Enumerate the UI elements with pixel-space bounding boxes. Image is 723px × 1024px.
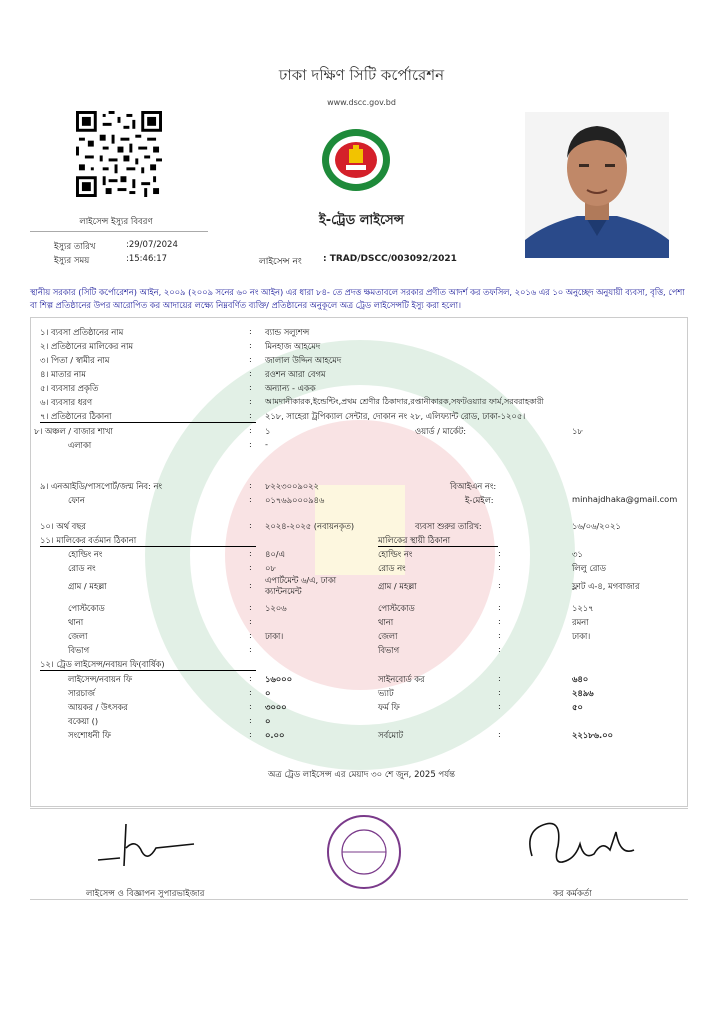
fiscal-year-value: ২০২৪-২০২৫ (নবায়নকৃত)	[265, 521, 355, 531]
email-value: minhajdhaka@gmail.com	[572, 494, 678, 504]
email-label: ই-মেইল:	[465, 495, 494, 505]
issue-time-label: ইস্যুর সময়	[54, 256, 90, 266]
addr-row-value-2: ৩১	[572, 549, 583, 559]
business-type-label: ৬। ব্যবসার ধরণ	[40, 397, 92, 407]
owner-name-label: ২। প্রতিষ্ঠানের মালিকের নাম	[40, 341, 133, 351]
license-number: : TRAD/DSCC/003092/2021	[323, 254, 457, 264]
owner-photo	[525, 112, 669, 258]
tax-officer-title: কর কর্মকর্তা	[553, 889, 592, 899]
business-address-value: ২১৮, সাহেরা ট্রপিক্যাল সেন্টার, দোকান নং ২৮, এলিফ্যান্ট রোড, ঢাকা-১২০৫।	[265, 411, 526, 421]
addr-row-value: এপার্টমেন্ট ৬/এ, ঢাকা ক্যান্টনমেন্ট	[265, 575, 337, 596]
org-title: ঢাকা দক্ষিণ সিটি কর্পোরেশন	[278, 66, 445, 84]
addr-row-value-2: ফ্লাট এ-৪, মগবাজার	[572, 581, 640, 591]
fee-row-value: ৩০০০	[265, 702, 287, 712]
permanent-address-heading: মালিকের স্থায়ী ঠিকানা	[378, 535, 451, 545]
license-number-label: লাইসেন্স নং	[259, 257, 302, 267]
addr-row-value: ঢাকা।	[265, 631, 284, 641]
fees-heading: ১২। ট্রেড লাইসেন্স/নবায়ন ফি(বার্ষিক)	[40, 659, 165, 669]
father-name-value: জালাল উদ্দিন আহমেদ	[265, 355, 342, 365]
fee-row-value: ০	[265, 688, 271, 698]
fee-row-label: আয়কর / উৎসকর	[68, 702, 128, 712]
addr-row-label: জেলা	[68, 631, 88, 641]
addr-row-value: ১২০৬	[265, 603, 287, 613]
underline	[40, 422, 256, 423]
business-type-value: আমদানীকারক,ইন্ডেন্টিং,প্রথম শ্রেণীর ঠিকাদার,রপ্তানীকারক,সফটওয়্যার ফার্ম,সরবরাহকারী	[265, 397, 544, 406]
ward-value: ১৮	[572, 426, 583, 436]
addr-row-label: গ্রাম / মহল্লা	[68, 581, 107, 591]
qr-code	[76, 111, 162, 197]
zone-label: ৮। অঞ্চল / বাজার শাখা	[34, 426, 113, 436]
business-nature-value: অন্যান্য - একক	[265, 383, 316, 393]
underline	[40, 546, 256, 547]
business-address-label: ৭। প্রতিষ্ঠানের ঠিকানা	[40, 411, 112, 421]
fee-row-value: ০.০০	[265, 730, 285, 740]
phone-value: ০১৭৬৯০০০৯৪৬	[265, 495, 325, 505]
supervisor-signature	[96, 818, 196, 874]
addr-row-label-2: থানা	[378, 617, 394, 627]
business-nature-label: ৫। ব্যবসার প্রকৃতি	[40, 383, 99, 393]
issue-time-value: :15:46:17	[126, 254, 168, 264]
website: www.dscc.gov.bd	[327, 98, 396, 107]
business-name-label: ১। ব্যবসা প্রতিষ্ঠানের নাম	[40, 327, 124, 337]
addr-row-label-2: হোল্ডিং নং	[378, 549, 413, 559]
addr-row-label-2: বিভাগ	[378, 645, 400, 655]
fee-row-label: সারচার্জ	[68, 688, 95, 698]
fee-row-label: বকেয়া ()	[68, 716, 99, 726]
intro-paragraph: স্থানীয় সরকার (সিটি কর্পোরেশন) আইন, ২০০৯ (২০০৯ সনের ৬০ নং আইন) এর ধারা ৮৪- তে প্রদত্ত ক্ষমতাবলে সরকার প্রণীত আদর্শ কর তফসিল, ২০১৬ এর ১০ অনুচ্ছেদ অনুযায়ী ব্যবসা, বৃত্তি, পেশা বা শিল্প প্রতিষ্ঠানের উপর আরোপিত কর আদায়ের লক্ষ্যে নিম্নবর্ণিত ব্যক্তি/ প্রতিষ্ঠানের অনুকূলে অত্র ট্রেড লাইসেন্সটি ইস্যু করা হলো।	[30, 287, 685, 310]
ward-label: ওয়ার্ড / মার্কেট:	[415, 426, 467, 436]
addr-row-label: বিভাগ	[68, 645, 90, 655]
fiscal-year-label: ১০। অর্থ বছর	[40, 521, 86, 531]
fee-row-value-2: ৬৪০	[572, 674, 589, 684]
document-title: ই-ট্রেড লাইসেন্স	[318, 213, 404, 228]
underline	[40, 670, 256, 671]
mother-name-value: রওশন আরা বেগম	[265, 369, 326, 379]
start-date-label: ব্যবসা শুরুর তারিখ:	[415, 521, 482, 531]
supervisor-title: লাইসেন্স ও বিজ্ঞাপন সুপারভাইজার	[86, 889, 205, 899]
issue-date-label: ইস্যুর তারিখ	[54, 242, 96, 252]
addr-row-label-2: রোড নং	[378, 563, 406, 573]
fee-row-value-2: ২৪৯৬	[572, 688, 594, 698]
office-stamp	[324, 812, 404, 892]
issue-date-value: :29/07/2024	[126, 240, 178, 250]
bin-label: বিআইএন নং:	[450, 481, 497, 491]
mother-name-label: ৪। মাতার নাম	[40, 369, 86, 379]
addr-row-value-2: ঢাকা।	[572, 631, 591, 641]
addr-row-value-2: ১২১৭	[572, 603, 594, 613]
issue-details-heading: লাইসেন্স ইস্যুর বিবরণ	[79, 217, 153, 227]
underline	[378, 546, 498, 547]
fee-row-value: ০	[265, 716, 271, 726]
fee-row-label-2: সাইনবোর্ড কর	[378, 674, 425, 684]
addr-row-label-2: পোস্টকোড	[378, 603, 415, 613]
fee-row-label: সংশোধনী ফি	[68, 730, 111, 740]
business-name-value: ব্যান্ড সল্যুশন্স	[265, 327, 310, 337]
addr-row-value-2: রমনা	[572, 617, 589, 627]
addr-row-label: হোল্ডিং নং	[68, 549, 103, 559]
fee-row-value-2: ৫০	[572, 702, 583, 712]
father-name-label: ৩। পিতা / স্বামীর নাম	[40, 355, 110, 365]
fee-row-value: ১৬০০০	[265, 674, 292, 684]
dscc-seal-logo	[320, 127, 392, 193]
fee-row-label-2: ফর্ম ফি	[378, 702, 400, 712]
addr-row-label-2: গ্রাম / মহল্লা	[378, 581, 417, 591]
addr-row-value: ০৮	[265, 563, 276, 573]
addr-row-value-2: লিলু রোড	[572, 563, 606, 573]
fee-row-label: লাইসেন্স/নবায়ন ফি	[68, 674, 132, 684]
fee-row-label-2: ভ্যাট	[378, 688, 394, 698]
fee-row-value-2: ২২১৮৬.০০	[572, 730, 613, 740]
addr-row-label: পোস্টকোড	[68, 603, 105, 613]
area-label: এলাকা	[68, 440, 92, 450]
owner-name-value: মিনহাজ আহমেদ	[265, 341, 321, 351]
zone-value: ১	[265, 426, 271, 436]
addr-row-label: থানা	[68, 617, 84, 627]
area-value: -	[265, 439, 268, 449]
addr-row-label: রোড নং	[68, 563, 96, 573]
nid-value: ৮২২৩০০৯০২২	[265, 481, 319, 491]
tax-officer-signature	[522, 810, 638, 878]
fee-row-label-2: সর্বমোট	[378, 730, 403, 740]
nid-label: ৯। এনআইডি/পাসপোর্ট/জন্ম নিব: নং	[40, 481, 162, 491]
present-address-heading: ১১। মালিকের বর্তমান ঠিকানা	[40, 535, 137, 545]
addr-row-value: ৪০/এ	[265, 549, 285, 559]
start-date-value: ১৬/০৬/২০২১	[572, 521, 621, 531]
phone-label: ফোন	[68, 495, 85, 505]
validity-note: অত্র ট্রেড লাইসেন্স এর মেয়াদ ৩০ শে জুন, 2025 পর্যন্ত	[268, 770, 455, 780]
addr-row-label-2: জেলা	[378, 631, 398, 641]
